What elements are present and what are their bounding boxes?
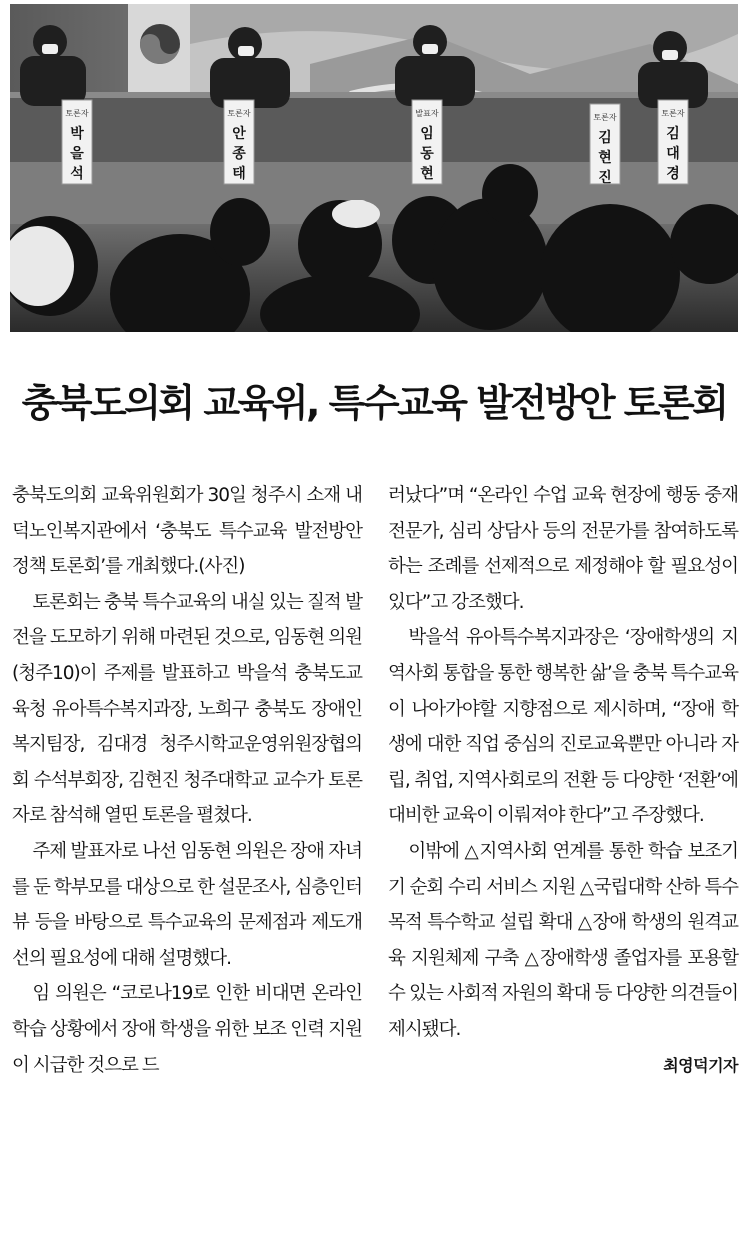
placard-name-char: 박 [70, 126, 84, 142]
placard-name-char: 임 [420, 126, 434, 142]
article-paragraph: 임 의원은 “코로나19로 인한 비대면 온라인 학습 상황에서 장애 학생을 위한 보조 인력 지원이 시급한 것으로 드 [12, 983, 362, 1076]
article-paragraph: 토론회는 충북 특수교육의 내실 있는 질적 발전을 도모하기 위해 마련된 것으로, 임동현 의원(청주10)이 주제를 발표하고 박을석 충북도교육청 유아특수복지과장, 노희구 충북도 장애인복지팀장, 김대경 청주시학교운영위원장협의회 수석부회장, 김현진 청주대학교 교수가 토론자로 참석해 열띤 토론을 펼쳤다. [12, 591, 362, 827]
placard-name-char: 안 [232, 126, 246, 142]
placard-name-char: 현 [598, 150, 612, 166]
article-column-right [388, 478, 738, 1083]
article-photo [10, 4, 738, 332]
article-column-left [12, 478, 362, 1083]
placard-name-char: 진 [598, 170, 612, 186]
article-paragraph: 러났다”며 “온라인 수업 교육 현장에 행동 중재 전문가, 심리 상담사 등의 전문가를 참여하도록 하는 조례를 선제적으로 제정해야 할 필요성이 있다”고 강조했다. [388, 485, 738, 613]
article-byline: 최영덕기자 [663, 1055, 738, 1075]
placard-name-char: 김 [598, 130, 612, 146]
article-paragraph: 주제 발표자로 나선 임동현 의원은 장애 자녀를 둔 학부모를 대상으로 한 설문조사, 심층인터뷰 등을 바탕으로 특수교육의 문제점과 제도개선의 필요성에 대해 설명했다. [12, 840, 362, 969]
photo-icon [10, 4, 738, 332]
article-headline: 충북도의회 교육위, 특수교육 발전방안 토론회 [21, 381, 727, 425]
article-paragraph: 이밖에 △지역사회 연계를 통한 학습 보조기기 순회 수리 서비스 지원 △국립대학 산하 특수목적 특수학교 설립 확대 △장애 학생의 원격교육 지원체제 구축 △장애학생 졸업자를 포용할 수 있는 사회적 자원의 확대 등 다양한 의견들이 제시됐다. [388, 840, 738, 1040]
placard-name-char: 현 [420, 166, 434, 182]
article-paragraph: 충북도의회 교육위원회가 30일 청주시 소재 내덕노인복지관에서 ‘충북도 특수교육 발전방안 정책 토론회’를 개최했다.(사진) [12, 485, 362, 578]
placard-name-char: 석 [70, 166, 84, 182]
placard-name-char: 대 [666, 146, 680, 162]
placard-name-char: 종 [232, 146, 246, 162]
article-paragraph: 박을석 유아특수복지과장은 ‘장애학생의 지역사회 통합을 통한 행복한 삶’을 충북 특수교육이 나아가야할 지향점으로 제시하며, “장애 학생에 대한 직업 중심의 진로교육뿐만 아니라 자립, 취업, 지역사회로의 전환 등 다양한 ‘전환’에 대비한 교육이 이뤄져야 한다”고 주장했다. [388, 627, 738, 827]
placard-name-char: 김 [666, 126, 680, 142]
placard-name-char: 동 [420, 146, 434, 162]
placard-role: 토론자 [661, 109, 685, 118]
placard-name-char: 을 [70, 146, 84, 162]
placard-role: 발표자 [415, 109, 439, 118]
placard-name-char: 태 [232, 166, 246, 182]
placard-role: 토론자 [227, 109, 251, 118]
placard-role: 토론자 [65, 109, 89, 118]
placard-name-char: 경 [666, 166, 680, 182]
placard-role: 토론자 [593, 113, 617, 122]
